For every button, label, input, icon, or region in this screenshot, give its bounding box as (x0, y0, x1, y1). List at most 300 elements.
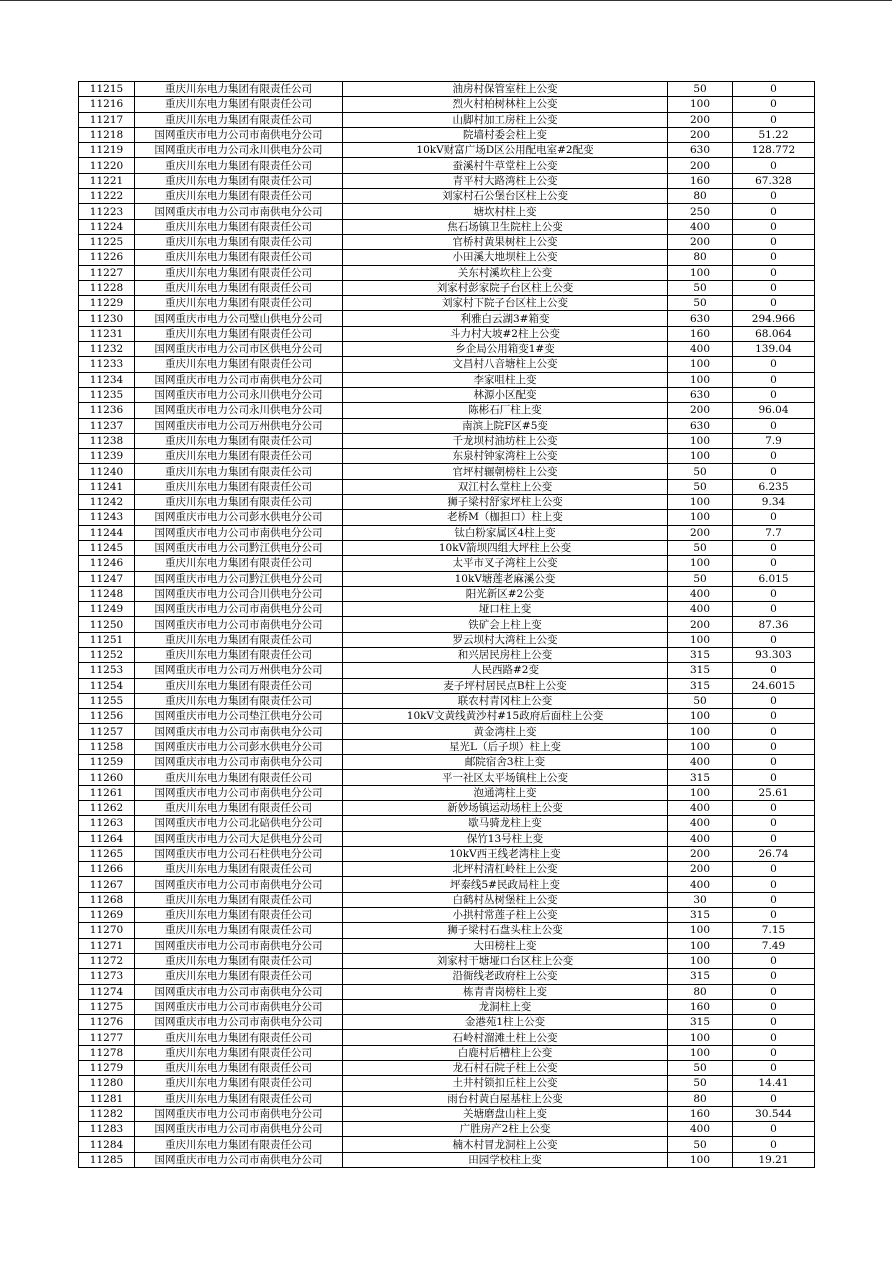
company-cell: 国网重庆市电力公司市南供电分公司 (135, 755, 343, 770)
row-id-cell: 11267 (79, 877, 135, 892)
table-row (79, 1122, 815, 1137)
row-id-cell: 11235 (79, 387, 135, 402)
transformer-name-cell: 小田溪大地坝柱上公变 (343, 250, 668, 265)
row-id-cell: 11221 (79, 173, 135, 188)
capacity-cell: 400 (668, 816, 733, 831)
table-row (79, 739, 815, 754)
company-cell: 重庆川东电力集团有限责任公司 (135, 433, 343, 448)
transformer-name-cell: 歇马骑龙柱上变 (343, 816, 668, 831)
table-row (79, 311, 815, 326)
transformer-name-cell: 老桥M（枷担口）柱上变 (343, 510, 668, 525)
transformer-name-cell: 楠木村冒龙洞柱上公变 (343, 1137, 668, 1152)
table-row (79, 617, 815, 632)
row-id-cell: 11225 (79, 234, 135, 249)
company-cell: 国网重庆市电力公司永川供电分公司 (135, 143, 343, 158)
company-cell: 国网重庆市电力公司璧山供电分公司 (135, 311, 343, 326)
capacity-cell: 200 (668, 617, 733, 632)
capacity-cell: 315 (668, 908, 733, 923)
capacity-cell: 200 (668, 158, 733, 173)
transformer-name-cell: 山脚村加工房柱上公变 (343, 112, 668, 127)
value-cell: 0 (733, 1137, 815, 1152)
transformer-name-cell: 白鹿村后槽柱上公变 (343, 1045, 668, 1060)
value-cell: 0 (733, 1091, 815, 1106)
row-id-cell: 11263 (79, 816, 135, 831)
table-row (79, 525, 815, 540)
company-cell: 国网重庆市电力公司市南供电分公司 (135, 525, 343, 540)
company-cell: 重庆川东电力集团有限责任公司 (135, 265, 343, 280)
value-cell: 0 (733, 1030, 815, 1045)
transformer-name-cell: 刘家村彭家院子台区柱上公变 (343, 280, 668, 295)
value-cell: 0 (733, 1122, 815, 1137)
value-cell: 93.303 (733, 647, 815, 662)
row-id-cell: 11259 (79, 755, 135, 770)
table-row (79, 418, 815, 433)
value-cell: 0 (733, 372, 815, 387)
capacity-cell: 315 (668, 663, 733, 678)
transformer-name-cell: 人民西路#2变 (343, 663, 668, 678)
row-id-cell: 11232 (79, 342, 135, 357)
company-cell: 国网重庆市电力公司万州供电分公司 (135, 418, 343, 433)
row-id-cell: 11242 (79, 495, 135, 510)
transformer-name-cell: 青平村大路湾柱上公变 (343, 173, 668, 188)
table-row (79, 831, 815, 846)
company-cell: 国网重庆市电力公司大足供电分公司 (135, 831, 343, 846)
table-row (79, 464, 815, 479)
value-cell: 7.15 (733, 923, 815, 938)
capacity-cell: 630 (668, 387, 733, 402)
value-cell: 0 (733, 97, 815, 112)
row-id-cell: 11229 (79, 296, 135, 311)
table-row (79, 204, 815, 219)
table-row (79, 938, 815, 953)
company-cell: 重庆川东电力集团有限责任公司 (135, 112, 343, 127)
row-id-cell: 11250 (79, 617, 135, 632)
value-cell: 7.9 (733, 433, 815, 448)
company-cell: 国网重庆市电力公司合川供电分公司 (135, 586, 343, 601)
transformer-name-cell: 保竹13号柱上变 (343, 831, 668, 846)
capacity-cell: 100 (668, 510, 733, 525)
value-cell: 0 (733, 816, 815, 831)
transformer-name-cell: 栋青青岗榜柱上变 (343, 984, 668, 999)
table-row (79, 800, 815, 815)
company-cell: 国网重庆市电力公司垫江供电分公司 (135, 709, 343, 724)
transformer-name-cell: 烈火村柏树林柱上公变 (343, 97, 668, 112)
capacity-cell: 315 (668, 770, 733, 785)
transformer-name-cell: 星光L（后子坝）柱上变 (343, 739, 668, 754)
top-rule (0, 0, 892, 1)
capacity-cell: 100 (668, 495, 733, 510)
capacity-cell: 315 (668, 647, 733, 662)
transformer-name-cell: 联农村青冈柱上公变 (343, 693, 668, 708)
value-cell: 19.21 (733, 1152, 815, 1167)
row-id-cell: 11227 (79, 265, 135, 280)
row-id-cell: 11228 (79, 280, 135, 295)
transformer-name-cell: 钛白粉家属区4柱上变 (343, 525, 668, 540)
transformer-name-cell: 大田榜柱上变 (343, 938, 668, 953)
row-id-cell: 11241 (79, 479, 135, 494)
table-row (79, 892, 815, 907)
value-cell: 0 (733, 586, 815, 601)
capacity-cell: 315 (668, 1015, 733, 1030)
transformer-name-cell: 焦石场镇卫生院柱上公变 (343, 219, 668, 234)
capacity-cell: 200 (668, 234, 733, 249)
transformer-name-cell: 官桥村黄果树柱上公变 (343, 234, 668, 249)
table-row (79, 1015, 815, 1030)
table-row (79, 846, 815, 861)
table-row (79, 219, 815, 234)
company-cell: 国网重庆市电力公司市南供电分公司 (135, 602, 343, 617)
row-id-cell: 11220 (79, 158, 135, 173)
row-id-cell: 11262 (79, 800, 135, 815)
transformer-name-cell: 白鹤村丛树堡柱上公变 (343, 892, 668, 907)
row-id-cell: 11271 (79, 938, 135, 953)
company-cell: 重庆川东电力集团有限责任公司 (135, 326, 343, 341)
capacity-cell: 400 (668, 877, 733, 892)
company-cell: 国网重庆市电力公司市南供电分公司 (135, 204, 343, 219)
table-row (79, 403, 815, 418)
transformer-name-cell: 东泉村钟家湾柱上公变 (343, 449, 668, 464)
capacity-cell: 50 (668, 540, 733, 555)
capacity-cell: 160 (668, 999, 733, 1014)
transformer-name-cell: 沿衙线老政府柱上公变 (343, 969, 668, 984)
table-row (79, 127, 815, 142)
transformer-name-cell: 龙石村石院子柱上公变 (343, 1061, 668, 1076)
value-cell: 9.34 (733, 495, 815, 510)
company-cell: 重庆川东电力集团有限责任公司 (135, 82, 343, 97)
capacity-cell: 50 (668, 1076, 733, 1091)
capacity-cell: 50 (668, 479, 733, 494)
row-id-cell: 11274 (79, 984, 135, 999)
table-row (79, 510, 815, 525)
company-cell: 国网重庆市电力公司市南供电分公司 (135, 1015, 343, 1030)
row-id-cell: 11280 (79, 1076, 135, 1091)
capacity-cell: 100 (668, 556, 733, 571)
company-cell: 国网重庆市电力公司市南供电分公司 (135, 877, 343, 892)
value-cell: 0 (733, 387, 815, 402)
row-id-cell: 11247 (79, 571, 135, 586)
table-row (79, 647, 815, 662)
company-cell: 国网重庆市电力公司彭水供电分公司 (135, 739, 343, 754)
value-cell: 294.966 (733, 311, 815, 326)
table-row (79, 755, 815, 770)
row-id-cell: 11244 (79, 525, 135, 540)
company-cell: 重庆川东电力集团有限责任公司 (135, 189, 343, 204)
company-cell: 国网重庆市电力公司市区供电分公司 (135, 342, 343, 357)
capacity-cell: 80 (668, 984, 733, 999)
transformer-name-cell: 10kV箭坝四组大坪柱上公变 (343, 540, 668, 555)
row-id-cell: 11277 (79, 1030, 135, 1045)
transformer-name-cell: 金港苑1柱上公变 (343, 1015, 668, 1030)
table-row (79, 387, 815, 402)
company-cell: 重庆川东电力集团有限责任公司 (135, 296, 343, 311)
value-cell: 0 (733, 862, 815, 877)
table-row (79, 1137, 815, 1152)
row-id-cell: 11266 (79, 862, 135, 877)
table-row (79, 326, 815, 341)
table-row (79, 602, 815, 617)
table-row (79, 1045, 815, 1060)
table-row (79, 693, 815, 708)
capacity-cell: 315 (668, 678, 733, 693)
company-cell: 重庆川东电力集团有限责任公司 (135, 464, 343, 479)
table-row (79, 479, 815, 494)
row-id-cell: 11217 (79, 112, 135, 127)
company-cell: 国网重庆市电力公司市南供电分公司 (135, 372, 343, 387)
capacity-cell: 50 (668, 1061, 733, 1076)
row-id-cell: 11230 (79, 311, 135, 326)
capacity-cell: 400 (668, 755, 733, 770)
row-id-cell: 11284 (79, 1137, 135, 1152)
table-row (79, 571, 815, 586)
table-row (79, 82, 815, 97)
value-cell: 0 (733, 82, 815, 97)
company-cell: 重庆川东电力集团有限责任公司 (135, 908, 343, 923)
value-cell: 0 (733, 739, 815, 754)
company-cell: 重庆川东电力集团有限责任公司 (135, 800, 343, 815)
transformer-name-cell: 关东村溪坎柱上公变 (343, 265, 668, 280)
row-id-cell: 11255 (79, 693, 135, 708)
value-cell: 0 (733, 999, 815, 1014)
transformer-name-cell: 院墙村委会柱上变 (343, 127, 668, 142)
row-id-cell: 11256 (79, 709, 135, 724)
capacity-cell: 100 (668, 1045, 733, 1060)
transformer-name-cell: 10kV塘莲老麻溪公变 (343, 571, 668, 586)
table-row (79, 296, 815, 311)
row-id-cell: 11283 (79, 1122, 135, 1137)
table-row (79, 540, 815, 555)
value-cell: 6.235 (733, 479, 815, 494)
value-cell: 0 (733, 1015, 815, 1030)
table-row (79, 724, 815, 739)
company-cell: 重庆川东电力集团有限责任公司 (135, 632, 343, 647)
table-row (79, 143, 815, 158)
transformer-name-cell: 平一社区太平场镇柱上公变 (343, 770, 668, 785)
value-cell: 7.49 (733, 938, 815, 953)
value-cell: 0 (733, 800, 815, 815)
transformer-name-cell: 千龙坝村油坊柱上公变 (343, 433, 668, 448)
company-cell: 重庆川东电力集团有限责任公司 (135, 770, 343, 785)
table-row (79, 173, 815, 188)
capacity-cell: 50 (668, 693, 733, 708)
transformer-name-cell: 铁矿会上柱上变 (343, 617, 668, 632)
capacity-cell: 100 (668, 785, 733, 800)
company-cell: 重庆川东电力集团有限责任公司 (135, 219, 343, 234)
transformer-name-cell: 10kV财富广场D区公用配电室#2配变 (343, 143, 668, 158)
company-cell: 国网重庆市电力公司市南供电分公司 (135, 617, 343, 632)
transformer-name-cell: 狮子梁村舒家坪柱上公变 (343, 495, 668, 510)
company-cell: 国网重庆市电力公司市南供电分公司 (135, 999, 343, 1014)
transformer-name-cell: 斗力村大坡#2柱上公变 (343, 326, 668, 341)
value-cell: 0 (733, 189, 815, 204)
table-row (79, 357, 815, 372)
capacity-cell: 100 (668, 357, 733, 372)
value-cell: 0 (733, 540, 815, 555)
table-row (79, 586, 815, 601)
value-cell: 0 (733, 709, 815, 724)
capacity-cell: 100 (668, 938, 733, 953)
capacity-cell: 100 (668, 265, 733, 280)
company-cell: 重庆川东电力集团有限责任公司 (135, 647, 343, 662)
table-row (79, 663, 815, 678)
table-row (79, 158, 815, 173)
row-id-cell: 11224 (79, 219, 135, 234)
capacity-cell: 200 (668, 112, 733, 127)
capacity-cell: 100 (668, 709, 733, 724)
company-cell: 重庆川东电力集团有限责任公司 (135, 449, 343, 464)
transformer-name-cell: 蚕溪村牛草堂柱上公变 (343, 158, 668, 173)
capacity-cell: 50 (668, 296, 733, 311)
value-cell: 0 (733, 265, 815, 280)
table-row (79, 678, 815, 693)
capacity-cell: 630 (668, 418, 733, 433)
table-row (79, 250, 815, 265)
row-id-cell: 11264 (79, 831, 135, 846)
transformer-name-cell: 关塘磨盘山柱上变 (343, 1106, 668, 1121)
table-row (79, 234, 815, 249)
row-id-cell: 11275 (79, 999, 135, 1014)
row-id-cell: 11223 (79, 204, 135, 219)
transformer-name-cell: 和兴居民房柱上公变 (343, 647, 668, 662)
table-row (79, 495, 815, 510)
value-cell: 128.772 (733, 143, 815, 158)
value-cell: 0 (733, 770, 815, 785)
transformer-name-cell: 李家咀柱上变 (343, 372, 668, 387)
table-row (79, 97, 815, 112)
value-cell: 0 (733, 204, 815, 219)
company-cell: 重庆川东电力集团有限责任公司 (135, 1076, 343, 1091)
table-row (79, 189, 815, 204)
row-id-cell: 11251 (79, 632, 135, 647)
row-id-cell: 11252 (79, 647, 135, 662)
row-id-cell: 11215 (79, 82, 135, 97)
row-id-cell: 11276 (79, 1015, 135, 1030)
table-row (79, 877, 815, 892)
table-row (79, 953, 815, 968)
value-cell: 0 (733, 158, 815, 173)
company-cell: 国网重庆市电力公司永川供电分公司 (135, 403, 343, 418)
row-id-cell: 11273 (79, 969, 135, 984)
value-cell: 0 (733, 1061, 815, 1076)
company-cell: 国网重庆市电力公司北碚供电分公司 (135, 816, 343, 831)
table-row (79, 816, 815, 831)
company-cell: 重庆川东电力集团有限责任公司 (135, 1061, 343, 1076)
capacity-cell: 315 (668, 969, 733, 984)
company-cell: 国网重庆市电力公司市南供电分公司 (135, 938, 343, 953)
company-cell: 国网重庆市电力公司彭水供电分公司 (135, 510, 343, 525)
row-id-cell: 11246 (79, 556, 135, 571)
company-cell: 重庆川东电力集团有限责任公司 (135, 862, 343, 877)
table-row (79, 1076, 815, 1091)
value-cell: 0 (733, 831, 815, 846)
value-cell: 0 (733, 1045, 815, 1060)
table-row (79, 1152, 815, 1167)
value-cell: 0 (733, 663, 815, 678)
table-row (79, 969, 815, 984)
company-cell: 国网重庆市电力公司万州供电分公司 (135, 663, 343, 678)
row-id-cell: 11270 (79, 923, 135, 938)
value-cell: 0 (733, 693, 815, 708)
capacity-cell: 160 (668, 1106, 733, 1121)
transformer-name-cell: 罗云坝村大湾柱上公变 (343, 632, 668, 647)
capacity-cell: 400 (668, 342, 733, 357)
transformer-name-cell: 10kV文黄线黄沙村#15政府后面柱上公变 (343, 709, 668, 724)
transformer-name-cell: 刘家村下院子台区柱上公变 (343, 296, 668, 311)
capacity-cell: 50 (668, 82, 733, 97)
capacity-cell: 160 (668, 173, 733, 188)
table-row (79, 342, 815, 357)
table-row (79, 112, 815, 127)
company-cell: 重庆川东电力集团有限责任公司 (135, 953, 343, 968)
row-id-cell: 11248 (79, 586, 135, 601)
capacity-cell: 80 (668, 250, 733, 265)
capacity-cell: 80 (668, 1091, 733, 1106)
row-id-cell: 11245 (79, 540, 135, 555)
capacity-cell: 160 (668, 326, 733, 341)
capacity-cell: 100 (668, 433, 733, 448)
value-cell: 0 (733, 556, 815, 571)
company-cell: 国网重庆市电力公司市南供电分公司 (135, 127, 343, 142)
row-id-cell: 11219 (79, 143, 135, 158)
row-id-cell: 11261 (79, 785, 135, 800)
value-cell: 0 (733, 112, 815, 127)
transformer-name-cell: 邮院宿舍3柱上变 (343, 755, 668, 770)
row-id-cell: 11239 (79, 449, 135, 464)
value-cell: 51.22 (733, 127, 815, 142)
company-cell: 重庆川东电力集团有限责任公司 (135, 693, 343, 708)
capacity-cell: 400 (668, 602, 733, 617)
capacity-cell: 100 (668, 1030, 733, 1045)
row-id-cell: 11268 (79, 892, 135, 907)
company-cell: 国网重庆市电力公司永川供电分公司 (135, 387, 343, 402)
value-cell: 87.36 (733, 617, 815, 632)
transformer-name-cell: 利雅白云湖3#箱变 (343, 311, 668, 326)
transformer-name-cell: 麦子坪村居民点B柱上公变 (343, 678, 668, 693)
table-row (79, 556, 815, 571)
capacity-cell: 50 (668, 464, 733, 479)
company-cell: 重庆川东电力集团有限责任公司 (135, 97, 343, 112)
row-id-cell: 11258 (79, 739, 135, 754)
row-id-cell: 11281 (79, 1091, 135, 1106)
row-id-cell: 11218 (79, 127, 135, 142)
row-id-cell: 11279 (79, 1061, 135, 1076)
value-cell: 24.6015 (733, 678, 815, 693)
capacity-cell: 100 (668, 97, 733, 112)
capacity-cell: 400 (668, 586, 733, 601)
capacity-cell: 200 (668, 846, 733, 861)
capacity-cell: 400 (668, 1122, 733, 1137)
capacity-cell: 80 (668, 189, 733, 204)
row-id-cell: 11282 (79, 1106, 135, 1121)
company-cell: 国网重庆市电力公司石柱供电分公司 (135, 846, 343, 861)
capacity-cell: 100 (668, 739, 733, 754)
company-cell: 重庆川东电力集团有限责任公司 (135, 678, 343, 693)
company-cell: 国网重庆市电力公司市南供电分公司 (135, 1122, 343, 1137)
transformer-table (78, 81, 815, 1168)
capacity-cell: 630 (668, 311, 733, 326)
value-cell: 0 (733, 877, 815, 892)
row-id-cell: 11222 (79, 189, 135, 204)
value-cell: 0 (733, 755, 815, 770)
row-id-cell: 11265 (79, 846, 135, 861)
capacity-cell: 200 (668, 127, 733, 142)
company-cell: 重庆川东电力集团有限责任公司 (135, 1137, 343, 1152)
value-cell: 0 (733, 602, 815, 617)
table-row (79, 280, 815, 295)
row-id-cell: 11269 (79, 908, 135, 923)
row-id-cell: 11278 (79, 1045, 135, 1060)
table-row (79, 770, 815, 785)
transformer-name-cell: 文昌村八音塘柱上公变 (343, 357, 668, 372)
